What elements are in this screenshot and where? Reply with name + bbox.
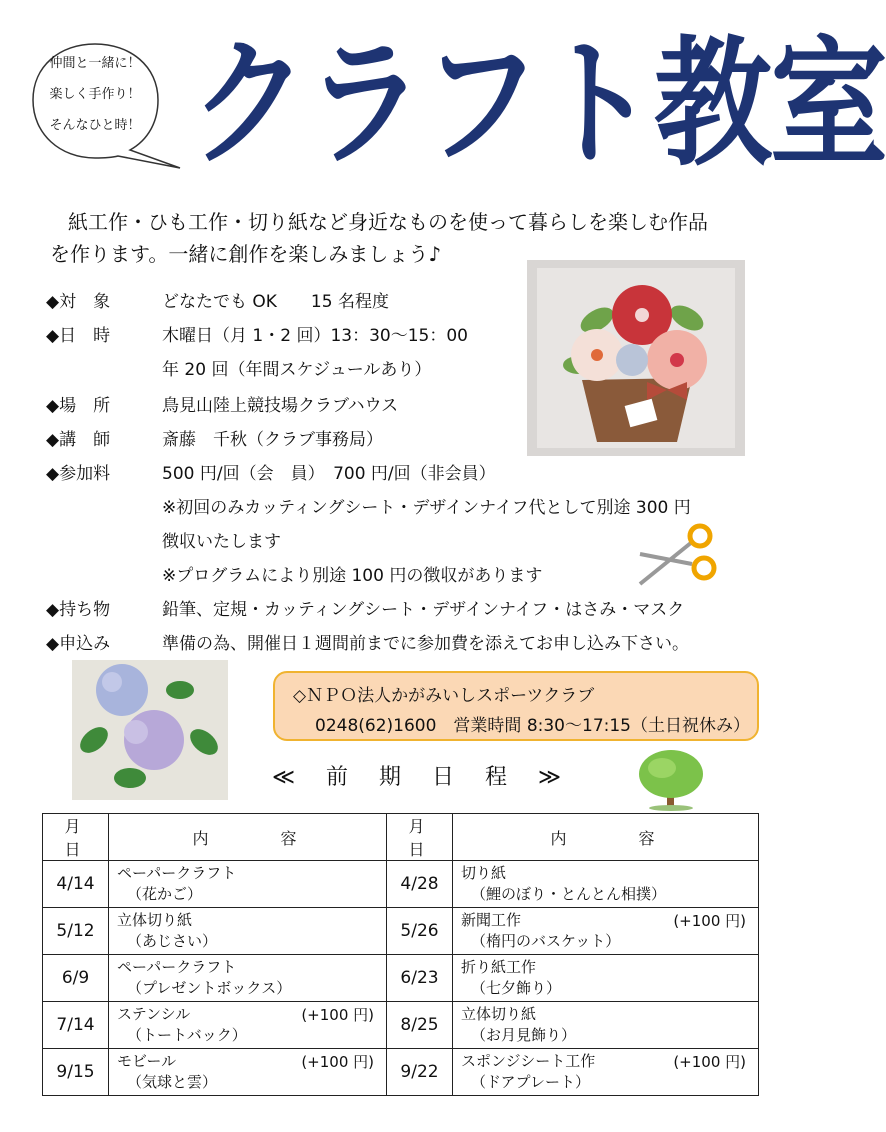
session-date: 6/9: [43, 955, 109, 1002]
session-content: [109, 1049, 387, 1096]
session-date: 4/28: [387, 861, 453, 908]
detail-value: ※初回のみカッティングシート・デザインナイフ代として別途 300 円: [162, 498, 691, 518]
header-date: 月 日: [387, 814, 453, 861]
session-extra-fee: (+100 円): [301, 1053, 374, 1071]
page-title: クラフト教室: [190, 22, 886, 186]
detail-value: 徴収いたします: [162, 532, 281, 552]
hydrangea-photo: [72, 660, 228, 800]
detail-value: 鉛筆、定規・カッティングシート・デザインナイフ・はさみ・マスク: [162, 600, 685, 620]
flower-basket-photo: [527, 260, 745, 456]
schedule-title: ≪ 前 期 日 程 ≫: [272, 765, 574, 790]
detail-value: どなたでも OK 15 名程度: [162, 292, 389, 312]
npo-name: ◇ＮＰＯ法人かがみいしスポーツクラブ: [293, 686, 595, 706]
session-content: [453, 908, 759, 955]
session-content: [109, 908, 387, 955]
session-subtitle: （あじさい）: [127, 932, 218, 950]
detail-value: 木曜日（月 1・2 回）13：30～15：00: [162, 326, 468, 346]
detail-label: ◆日 時: [46, 326, 111, 346]
session-subtitle: （ドアプレート）: [471, 1073, 590, 1091]
bubble-line: そんなひと時！: [49, 118, 141, 133]
session-date: 6/23: [387, 955, 453, 1002]
session-title: スポンジシート工作: [461, 1052, 596, 1070]
detail-label: ◆参加料: [46, 464, 111, 484]
session-date: 7/14: [43, 1002, 109, 1049]
session-title: ペーパークラフト: [117, 958, 237, 976]
session-title: ペーパークラフト: [117, 864, 237, 882]
table-row: [43, 1002, 759, 1049]
table-header-row: [43, 814, 759, 861]
schedule-table: [42, 813, 759, 1096]
table-row: [43, 861, 759, 908]
session-subtitle: （七夕飾り）: [471, 979, 562, 997]
detail-label: ◆申込み: [46, 634, 111, 654]
session-content: [109, 955, 387, 1002]
bubble-line: 楽しく手作り！: [49, 87, 141, 102]
npo-contact: 0248(62)1600 営業時間 8:30～17:15（土日祝休み）: [315, 716, 750, 736]
npo-contact-box: [273, 671, 759, 741]
session-content: [453, 955, 759, 1002]
scissors-icon: [632, 524, 722, 594]
session-extra-fee: (+100 円): [301, 1006, 374, 1024]
session-extra-fee: (+100 円): [673, 1053, 746, 1071]
session-date: 8/25: [387, 1002, 453, 1049]
detail-value: 準備の為、開催日１週間前までに参加費を添えてお申し込み下さい。: [162, 634, 689, 654]
session-subtitle: （花かご）: [127, 885, 203, 903]
session-title: 新聞工作: [461, 911, 522, 929]
bubble-line: 仲間と一緒に！: [49, 56, 141, 71]
detail-value: 年 20 回（年間スケジュールあり）: [162, 360, 432, 380]
detail-label: ◆講 師: [46, 430, 111, 450]
detail-value: 鳥見山陸上競技場クラブハウス: [162, 396, 399, 416]
session-content: [453, 1049, 759, 1096]
session-title: 立体切り紙: [117, 911, 193, 929]
bubble-text: [30, 40, 160, 160]
session-content: [453, 1002, 759, 1049]
session-title: モビール: [117, 1052, 177, 1070]
session-subtitle: （トートバック）: [127, 1026, 247, 1044]
session-subtitle: （お月見飾り）: [471, 1026, 577, 1044]
detail-value: 斎藤 千秋（クラブ事務局）: [162, 430, 383, 450]
session-content: [109, 861, 387, 908]
session-subtitle: （楕円のバスケット）: [471, 932, 621, 950]
session-subtitle: （気球と雲）: [127, 1073, 218, 1091]
session-title: 切り紙: [461, 864, 507, 882]
detail-label: ◆場 所: [46, 396, 111, 416]
header-content: 内 容: [453, 814, 759, 861]
session-title: 立体切り紙: [461, 1005, 537, 1023]
session-content: [109, 1002, 387, 1049]
session-date: 5/12: [43, 908, 109, 955]
session-date: 4/14: [43, 861, 109, 908]
table-row: [43, 1049, 759, 1096]
session-extra-fee: (+100 円): [673, 912, 746, 930]
session-title: ステンシル: [117, 1005, 191, 1023]
intro-line: を作ります。一緒に創作を楽しみましょう♪: [50, 242, 442, 266]
table-row: [43, 908, 759, 955]
intro-line: 紙工作・ひも工作・切り紙など身近なものを使って暮らしを楽しむ作品: [68, 210, 708, 234]
session-date: 9/22: [387, 1049, 453, 1096]
detail-label: ◆対 象: [46, 292, 111, 312]
detail-value: 500 円/回（会 員） 700 円/回（非会員）: [162, 464, 496, 484]
header-date: 月 日: [43, 814, 109, 861]
detail-label: ◆持ち物: [46, 600, 111, 620]
session-content: [453, 861, 759, 908]
tree-icon: [636, 746, 706, 810]
table-row: [43, 955, 759, 1002]
session-date: 9/15: [43, 1049, 109, 1096]
header-content: 内 容: [109, 814, 387, 861]
detail-value: ※プログラムにより別途 100 円の徴収があります: [162, 566, 543, 586]
session-subtitle: （プレゼントボックス）: [127, 979, 292, 997]
session-date: 5/26: [387, 908, 453, 955]
session-subtitle: （鯉のぼり・とんとん相撲）: [471, 885, 667, 903]
session-title: 折り紙工作: [461, 958, 537, 976]
